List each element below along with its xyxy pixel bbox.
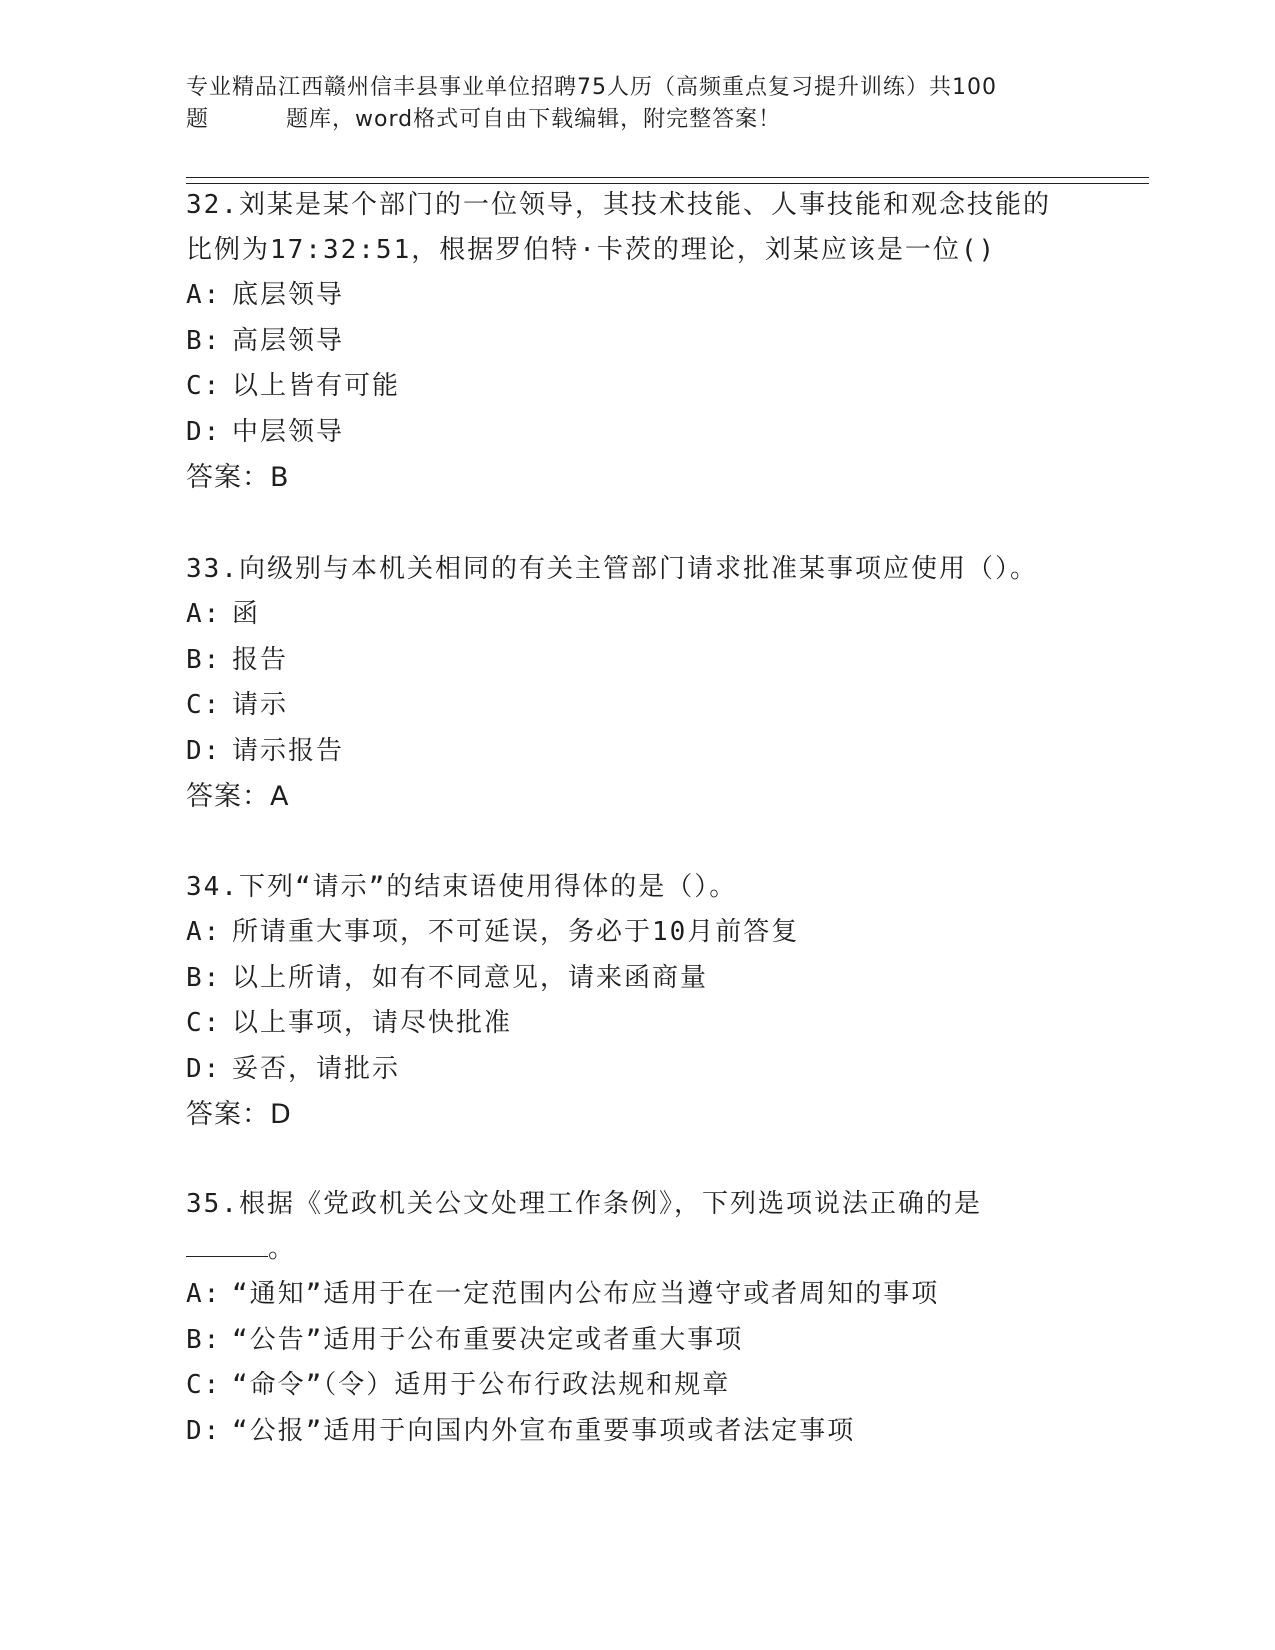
option-text: 函 — [232, 599, 261, 629]
question-stem-line-2 — [186, 1227, 1086, 1272]
option-text: 所请重大事项，不可延误，务必于10月前答复 — [232, 917, 800, 947]
option-a — [186, 592, 1086, 638]
question-stem-line-1: 34.下列“请示”的结束语使用得体的是（）。 — [186, 872, 738, 902]
option-d — [186, 410, 1086, 456]
option-label: B: — [186, 962, 222, 993]
document-header — [186, 72, 1086, 136]
option-b — [186, 956, 1086, 1002]
option-label: B: — [186, 1324, 222, 1355]
header-divider-top — [186, 177, 1149, 178]
option-text: 请示报告 — [232, 735, 345, 766]
option-text: 底层领导 — [232, 280, 345, 310]
option-label: D: — [186, 1053, 222, 1084]
option-b — [186, 1318, 1086, 1364]
option-c — [186, 1001, 1086, 1047]
header-line-2 — [186, 104, 1086, 136]
option-text: 以上事项，请尽快批准 — [232, 1008, 513, 1038]
question-33 — [186, 547, 1086, 819]
option-a — [186, 1272, 1086, 1318]
header-line-2-a: 题 — [186, 107, 210, 132]
answer-blank — [186, 1234, 268, 1257]
option-label: C: — [186, 1370, 222, 1400]
question-stem-line-1: 33.向级别与本机关相同的有关主管部门请求批准某事项应使用（）。 — [186, 554, 1038, 584]
option-label: A: — [186, 280, 222, 310]
answer: 答案：D — [186, 1099, 292, 1130]
option-b — [186, 638, 1086, 684]
option-text: 以上皆有可能 — [232, 371, 401, 401]
question-32 — [186, 183, 1086, 500]
option-label: D: — [186, 416, 222, 447]
option-c — [186, 1363, 1086, 1409]
option-d — [186, 729, 1086, 775]
option-a — [186, 910, 1086, 956]
option-label: C: — [186, 371, 222, 401]
option-label: D: — [186, 735, 222, 766]
option-c — [186, 364, 1086, 410]
answer: 答案：A — [186, 781, 290, 812]
option-label: B: — [186, 644, 222, 675]
stem-line-2-suffix: 。 — [268, 1234, 297, 1264]
option-text: “公告”适用于公布重要决定或者重大事项 — [232, 1324, 744, 1355]
option-c — [186, 683, 1086, 729]
option-text: “公报”适用于向国内外宣布重要事项或者法定事项 — [232, 1415, 856, 1446]
option-label: B: — [186, 325, 222, 356]
question-stem-line-2: 比例为17:32:51，根据罗伯特·卡茨的理论，刘某应该是一位() — [186, 235, 997, 265]
header-line-2-b: 题库，word格式可自由下载编辑，附完整答案！ — [286, 107, 782, 132]
option-label: A: — [186, 917, 222, 947]
option-d — [186, 1047, 1086, 1093]
question-stem-line-1: 35.根据《党政机关公文处理工作条例》，下列选项说法正确的是 — [186, 1189, 982, 1219]
option-label: C: — [186, 1008, 222, 1038]
option-text: 妥否，请批示 — [232, 1053, 401, 1084]
option-d — [186, 1409, 1086, 1455]
option-text: 报告 — [232, 644, 289, 675]
answer: 答案：B — [186, 462, 290, 493]
option-text: 以上所请，如有不同意见，请来函商量 — [232, 962, 709, 993]
option-text: “命令”（令）适用于公布行政法规和规章 — [232, 1370, 731, 1400]
option-b — [186, 319, 1086, 365]
question-35 — [186, 1182, 1086, 1454]
option-text: 高层领导 — [232, 325, 345, 356]
option-label: C: — [186, 690, 222, 720]
option-label: A: — [186, 1279, 222, 1309]
option-label: A: — [186, 599, 222, 629]
question-34 — [186, 865, 1086, 1137]
option-text: 中层领导 — [232, 416, 345, 447]
question-stem-line-1: 32.刘某是某个部门的一位领导，其技术技能、人事技能和观念技能的 — [186, 190, 1051, 220]
option-a — [186, 273, 1086, 319]
option-text: “通知”适用于在一定范围内公布应当遵守或者周知的事项 — [232, 1279, 940, 1309]
option-text: 请示 — [232, 690, 289, 720]
option-label: D: — [186, 1415, 222, 1446]
header-line-1: 专业精品江西赣州信丰县事业单位招聘75人历（高频重点复习提升训练）共100 — [186, 75, 997, 100]
